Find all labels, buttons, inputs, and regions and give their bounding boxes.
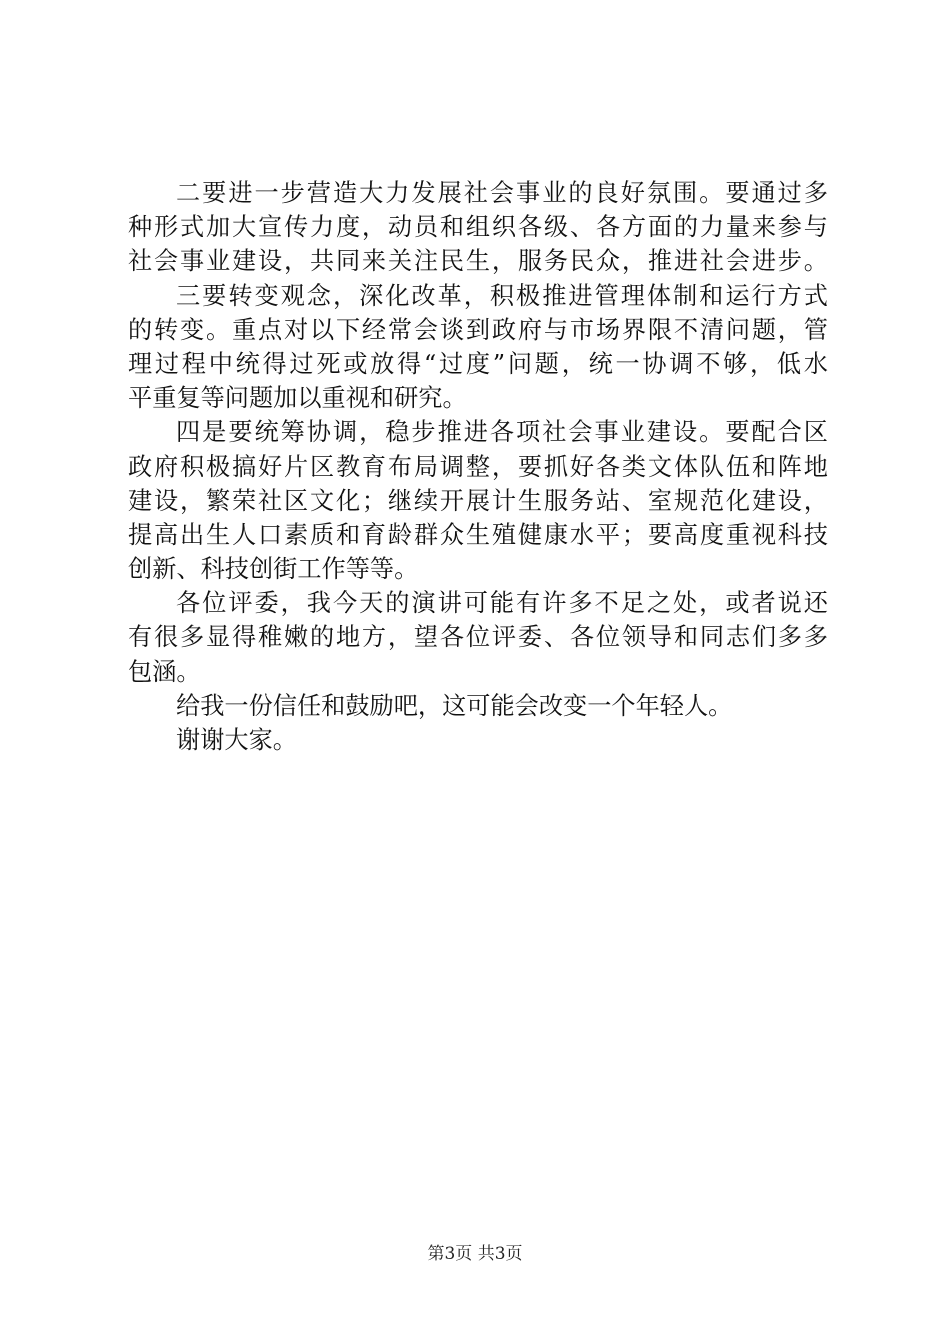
text-line: 建设，繁荣社区文化；继续开展计生服务站、室规范化建设， [128, 486, 828, 515]
text-line: 给我一份信任和鼓励吧，这可能会改变一个年轻人。 [176, 691, 733, 720]
text-line: 理过程中统得过死或放得“过度”问题，统一协调不够，低水 [128, 349, 828, 378]
text-line: 三要转变观念，深化改革，积极推进管理体制和运行方式 [176, 281, 828, 310]
text-line: 的转变。重点对以下经常会谈到政府与市场界限不清问题，管 [128, 315, 828, 344]
text-line: 四是要统筹协调，稳步推进各项社会事业建设。要配合区 [176, 418, 828, 447]
text-line: 谢谢大家。 [176, 726, 297, 754]
text-line: 创新、科技创街工作等等。 [128, 555, 419, 584]
text-line: 二要进一步营造大力发展社会事业的良好氛围。要通过多 [176, 179, 828, 207]
text-line: 提高出生人口素质和育龄群众生殖健康水平；要高度重视科技 [128, 520, 828, 549]
text-line: 社会事业建设，共同来关注民生，服务民众，推进社会进步。 [128, 247, 828, 276]
page-footer: 第3页 共3页 [427, 1244, 523, 1264]
text-line: 有很多显得稚嫩的地方，望各位评委、各位领导和同志们多多 [128, 623, 828, 652]
text-line: 各位评委，我今天的演讲可能有许多不足之处，或者说还 [176, 589, 828, 618]
text-line: 种形式加大宣传力度，动员和组织各级、各方面的力量来参与 [128, 213, 828, 242]
text-line: 政府积极搞好片区教育布局调整，要抓好各类文体队伍和阵地 [128, 452, 828, 481]
text-line: 包涵。 [128, 657, 201, 686]
text-line: 平重复等问题加以重视和研究。 [128, 384, 467, 413]
document-body [128, 176, 828, 757]
